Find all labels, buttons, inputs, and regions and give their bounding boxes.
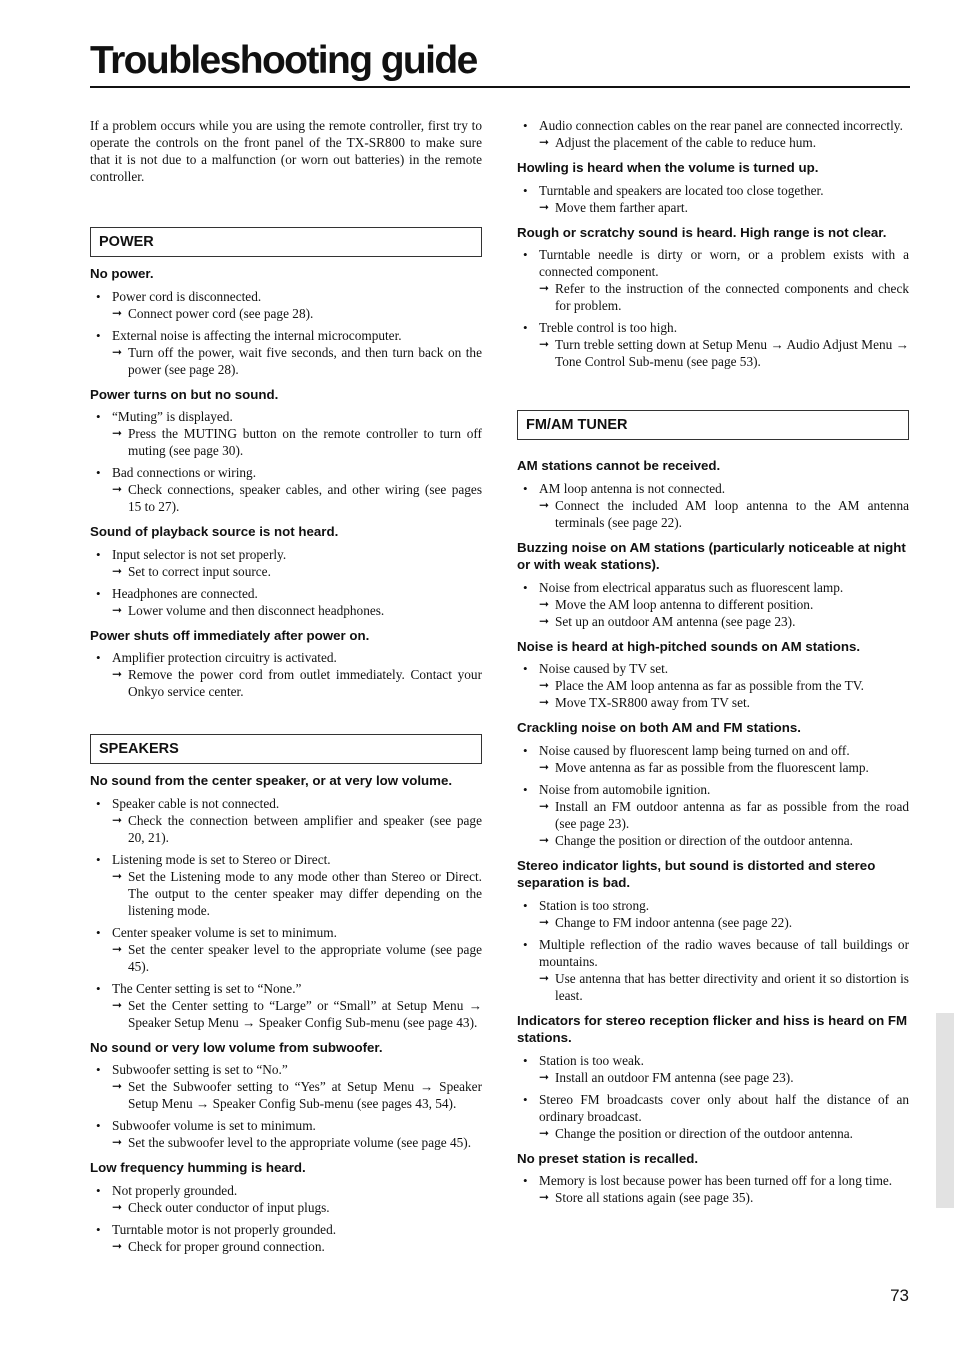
section-speakers bbox=[90, 734, 482, 1255]
problem-heading: Indicators for stereo reception flicker and hiss is heard on FM stations. bbox=[517, 1012, 908, 1045]
arrow-icon: ➞ bbox=[539, 678, 550, 692]
bullet-icon: • bbox=[96, 795, 101, 811]
cause-text: Noise from automobile ignition. bbox=[539, 781, 711, 797]
arrow-icon: ➞ bbox=[539, 832, 550, 847]
remedy bbox=[539, 677, 909, 694]
left-sections bbox=[90, 227, 482, 1255]
remedy bbox=[112, 344, 482, 378]
list-item bbox=[90, 1117, 482, 1151]
remedy-text: Remove the power cord from outlet immediately. Contact your Onkyo service center. bbox=[128, 667, 482, 699]
item-list bbox=[90, 649, 482, 700]
bullet-icon: • bbox=[523, 781, 528, 797]
arrow-icon: ➞ bbox=[112, 602, 123, 617]
page-title: Troubleshooting guide bbox=[90, 36, 910, 88]
arrow-icon: ➞ bbox=[112, 997, 123, 1012]
list-item bbox=[90, 546, 482, 580]
bullet-icon: • bbox=[523, 661, 528, 676]
tuner-section bbox=[517, 410, 909, 1206]
remedy bbox=[112, 997, 482, 1031]
problem-heading: Rough or scratchy sound is heard. High range is not clear. bbox=[517, 224, 887, 240]
cause-text: Not properly grounded. bbox=[112, 1182, 238, 1198]
item-list bbox=[517, 742, 909, 849]
problem-heading: Low frequency humming is heard. bbox=[90, 1160, 306, 1175]
cause-text: Noise from electrical apparatus such as fluorescent lamp. bbox=[539, 579, 844, 595]
arrow-icon: ➞ bbox=[112, 667, 123, 681]
cause-text: Station is too weak. bbox=[539, 1052, 644, 1068]
arrow-icon: ➞ bbox=[539, 1125, 550, 1140]
list-item bbox=[517, 579, 909, 630]
arrow-icon: ➞ bbox=[112, 812, 123, 827]
problem-heading: Howling is heard when the volume is turned up. bbox=[517, 160, 819, 175]
cause-text: Multiple reflection of the radio waves because of tall buildings or mountains. bbox=[539, 936, 909, 969]
remedy-text: Store all stations again (see page 35). bbox=[555, 1190, 754, 1205]
bullet-icon: • bbox=[96, 409, 101, 424]
left-column bbox=[90, 117, 482, 1260]
bullet-icon: • bbox=[523, 1091, 528, 1107]
remedy bbox=[539, 914, 909, 931]
list-item bbox=[517, 1052, 909, 1086]
cause-text: Station is too strong. bbox=[539, 897, 650, 913]
remedy-text: Change the position or direction of the outdoor antenna. bbox=[555, 1125, 853, 1141]
cause-text: Subwoofer setting is set to “No.” bbox=[112, 1062, 288, 1077]
cause-text: Listening mode is set to Stereo or Direct. bbox=[112, 851, 331, 867]
cause-text: Turntable and speakers are located too close together. bbox=[539, 182, 824, 198]
cause-text: Speaker cable is not connected. bbox=[112, 795, 280, 811]
problem-heading: No preset station is recalled. bbox=[517, 1150, 699, 1166]
remedy bbox=[112, 1134, 482, 1151]
list-item bbox=[90, 795, 482, 846]
remedy bbox=[112, 1199, 482, 1216]
remedy-text: Connect power cord (see page 28). bbox=[128, 305, 314, 321]
cause-text: Amplifier protection circuitry is activated. bbox=[112, 650, 337, 665]
remedy-text: Check for proper ground connection. bbox=[128, 1238, 325, 1254]
remedy-text: Connect the included AM loop antenna to the AM antenna terminals (see page 22). bbox=[555, 497, 909, 530]
bullet-icon: • bbox=[523, 1173, 528, 1188]
remedy-text: Refer to the instruction of the connected components and check for problem. bbox=[555, 281, 909, 313]
arrow-icon: ➞ bbox=[112, 1135, 123, 1149]
arrow-icon: ➞ bbox=[112, 1238, 123, 1253]
arrow-icon: ➞ bbox=[539, 337, 550, 351]
cause-text: Turntable motor is not properly grounded. bbox=[112, 1221, 337, 1237]
item-list bbox=[517, 246, 909, 370]
bullet-icon: • bbox=[96, 1062, 101, 1077]
list-item bbox=[90, 1061, 482, 1112]
bullet-icon: • bbox=[523, 247, 528, 262]
remedy-text: Set to correct input source. bbox=[128, 563, 271, 579]
arrow-icon: ➞ bbox=[539, 695, 550, 709]
remedy-text: Press the MUTING button on the remote controller to turn off muting (see page 30). bbox=[128, 426, 482, 458]
cause-text: Noise caused by fluorescent lamp being turned on and off. bbox=[539, 742, 850, 758]
problem-heading: No power. bbox=[90, 266, 154, 281]
cause-text: Treble control is too high. bbox=[539, 320, 678, 335]
remedy bbox=[112, 868, 482, 919]
remedy bbox=[539, 832, 909, 849]
remedy-text: Change the position or direction of the outdoor antenna. bbox=[555, 832, 853, 848]
remedy bbox=[539, 613, 909, 630]
list-item bbox=[517, 1172, 909, 1206]
arrow-icon: ➞ bbox=[539, 798, 550, 813]
remedy-text: Install an outdoor FM antenna (see page 23). bbox=[555, 1069, 794, 1085]
remedy-text: Change to FM indoor antenna (see page 22). bbox=[555, 914, 793, 930]
remedy-text: Set the subwoofer level to the appropriate volume (see page 45). bbox=[128, 1135, 472, 1150]
remedy bbox=[539, 596, 909, 613]
remedy-text: Check outer conductor of input plugs. bbox=[128, 1199, 330, 1215]
arrow-icon: ➞ bbox=[539, 759, 550, 774]
right-continued-content bbox=[517, 117, 909, 370]
cause-text: Turntable needle is dirty or worn, or a problem exists with a connected component. bbox=[539, 247, 909, 279]
remedy-text: Use antenna that has better directivity and orient it so distortion is least. bbox=[555, 970, 909, 1003]
remedy-text: Move antenna as far as possible from the fluorescent lamp. bbox=[555, 759, 869, 775]
bullet-icon: • bbox=[523, 320, 528, 335]
bullet-icon: • bbox=[96, 980, 101, 996]
problem-heading: No sound or very low volume from subwoofer. bbox=[90, 1039, 383, 1055]
arrow-icon: ➞ bbox=[112, 941, 123, 956]
item-list bbox=[517, 117, 909, 151]
remedy bbox=[112, 563, 482, 580]
item-list bbox=[517, 182, 909, 216]
bullet-icon: • bbox=[523, 182, 528, 198]
remedy-text: Move them farther apart. bbox=[555, 199, 688, 215]
cause-text: AM loop antenna is not connected. bbox=[539, 480, 726, 496]
list-item bbox=[90, 851, 482, 919]
bullet-icon: • bbox=[96, 585, 101, 601]
remedy bbox=[112, 666, 482, 700]
remedy bbox=[539, 970, 909, 1004]
bullet-icon: • bbox=[96, 465, 101, 480]
list-item bbox=[517, 897, 909, 931]
list-item bbox=[90, 1221, 482, 1255]
cause-text: Noise caused by TV set. bbox=[539, 661, 669, 676]
cause-text: Input selector is not set properly. bbox=[112, 546, 287, 562]
remedy bbox=[539, 199, 909, 216]
list-item bbox=[517, 319, 909, 370]
remedy-text: Place the AM loop antenna as far as possible from the TV. bbox=[555, 678, 864, 693]
item-list bbox=[90, 288, 482, 378]
arrow-icon: ➞ bbox=[112, 1199, 123, 1214]
list-item bbox=[517, 1091, 909, 1142]
item-list bbox=[90, 1061, 482, 1151]
intro-paragraph: If a problem occurs while you are using the remote controller, first try to operate the controls on the front panel of the TX-SR800 to make sure that it is not due to a malfunction (or worn out batteries) in the remote controller. bbox=[90, 118, 482, 184]
problem-heading: Noise is heard at high-pitched sounds on AM stations. bbox=[517, 638, 861, 654]
bullet-icon: • bbox=[96, 924, 101, 940]
list-item bbox=[90, 1182, 482, 1216]
item-list bbox=[90, 546, 482, 619]
remedy bbox=[539, 497, 909, 531]
list-item bbox=[517, 480, 909, 531]
remedy bbox=[539, 1125, 909, 1142]
problem-heading: Power shuts off immediately after power on. bbox=[90, 627, 370, 643]
remedy-text: Check connections, speaker cables, and other wiring (see pages 15 to 27). bbox=[128, 482, 482, 514]
item-list bbox=[517, 579, 909, 630]
arrow-icon: ➞ bbox=[539, 970, 550, 985]
remedy-text: Move TX-SR800 away from TV set. bbox=[555, 695, 751, 710]
list-item bbox=[90, 585, 482, 619]
cause-text: External noise is affecting the internal microcomputer. bbox=[112, 327, 402, 343]
arrow-icon: ➞ bbox=[539, 199, 550, 214]
problem-heading: Sound of playback source is not heard. bbox=[90, 524, 339, 539]
remedy bbox=[112, 425, 482, 459]
remedy bbox=[112, 481, 482, 515]
list-item bbox=[517, 182, 909, 216]
list-item bbox=[517, 117, 909, 151]
remedy-text: Check the connection between amplifier and speaker (see page 20, 21). bbox=[128, 812, 482, 845]
side-tab-marker bbox=[936, 1013, 954, 1208]
remedy-text: Set the Subwoofer setting to “Yes” at Setup Menu → Speaker Setup Menu → Speaker Config Sub-menu (see pages 43, 54). bbox=[128, 1079, 482, 1111]
section-title: SPEAKERS bbox=[90, 734, 482, 764]
cause-text: “Muting” is displayed. bbox=[112, 409, 233, 424]
arrow-icon: ➞ bbox=[539, 1190, 550, 1204]
bullet-icon: • bbox=[96, 546, 101, 562]
list-item bbox=[90, 408, 482, 459]
bullet-icon: • bbox=[96, 1182, 101, 1198]
list-item bbox=[517, 936, 909, 1004]
remedy bbox=[112, 305, 482, 322]
arrow-icon: ➞ bbox=[539, 914, 550, 929]
item-list bbox=[517, 1052, 909, 1142]
remedy bbox=[539, 134, 909, 151]
cause-text: Audio connection cables on the rear panel are connected incorrectly. bbox=[539, 118, 903, 133]
arrow-icon: ➞ bbox=[539, 281, 550, 295]
page-number: 73 bbox=[890, 1286, 909, 1305]
item-list bbox=[90, 408, 482, 515]
arrow-icon: ➞ bbox=[539, 135, 550, 149]
bullet-icon: • bbox=[523, 480, 528, 496]
bullet-icon: • bbox=[96, 1118, 101, 1133]
cause-text: Stereo FM broadcasts cover only about half the distance of an ordinary broadcast. bbox=[539, 1091, 909, 1124]
cause-text: The Center setting is set to “None.” bbox=[112, 980, 302, 996]
remedy bbox=[112, 941, 482, 975]
remedy-text: Turn treble setting down at Setup Menu → Audio Adjust Menu → Tone Control Sub-menu (see page 53). bbox=[555, 337, 909, 369]
remedy bbox=[112, 812, 482, 846]
bullet-icon: • bbox=[96, 288, 101, 304]
arrow-icon: ➞ bbox=[112, 482, 123, 496]
remedy bbox=[112, 1238, 482, 1255]
arrow-icon: ➞ bbox=[112, 1079, 123, 1093]
remedy bbox=[539, 694, 909, 711]
arrow-icon: ➞ bbox=[112, 868, 123, 883]
arrow-icon: ➞ bbox=[539, 596, 550, 611]
problem-heading: No sound from the center speaker, or at very low volume. bbox=[90, 773, 453, 788]
item-list bbox=[517, 897, 909, 1004]
item-list bbox=[90, 795, 482, 1031]
cause-text: Center speaker volume is set to minimum. bbox=[112, 924, 337, 940]
item-list bbox=[90, 1182, 482, 1255]
section-power bbox=[90, 227, 482, 700]
list-item bbox=[517, 660, 909, 711]
arrow-icon: ➞ bbox=[112, 563, 123, 578]
remedy-text: Lower volume and then disconnect headphones. bbox=[128, 602, 385, 618]
remedy-text: Set up an outdoor AM antenna (see page 23). bbox=[555, 613, 796, 629]
section-title: POWER bbox=[90, 227, 482, 257]
remedy-text: Set the center speaker level to the appropriate volume (see page 45). bbox=[128, 941, 482, 974]
remedy bbox=[539, 336, 909, 370]
list-item bbox=[90, 980, 482, 1031]
cause-text: Subwoofer volume is set to minimum. bbox=[112, 1118, 316, 1133]
section-title: FM/AM TUNER bbox=[517, 410, 909, 440]
bullet-icon: • bbox=[96, 650, 101, 665]
arrow-icon: ➞ bbox=[539, 1069, 550, 1084]
list-item bbox=[517, 742, 909, 776]
remedy bbox=[112, 1078, 482, 1112]
bullet-icon: • bbox=[523, 1052, 528, 1068]
arrow-icon: ➞ bbox=[112, 426, 123, 440]
remedy-text: Turn off the power, wait five seconds, and then turn back on the power (see page 28). bbox=[128, 344, 482, 377]
list-item bbox=[90, 649, 482, 700]
remedy-text: Set the Listening mode to any mode other than Stereo or Direct. The output to the center speaker may differ depending on the listening mode. bbox=[128, 868, 482, 918]
remedy bbox=[112, 602, 482, 619]
problem-heading: Stereo indicator lights, but sound is distorted and stereo separation is bad. bbox=[517, 857, 876, 890]
bullet-icon: • bbox=[523, 579, 528, 595]
cause-text: Headphones are connected. bbox=[112, 585, 258, 601]
list-item bbox=[90, 924, 482, 975]
arrow-icon: ➞ bbox=[112, 344, 123, 359]
right-column bbox=[517, 117, 909, 1211]
list-item bbox=[90, 464, 482, 515]
arrow-icon: ➞ bbox=[539, 497, 550, 512]
list-item bbox=[517, 781, 909, 849]
problem-heading: Crackling noise on both AM and FM stations. bbox=[517, 720, 801, 735]
cause-text: Bad connections or wiring. bbox=[112, 465, 257, 480]
problem-heading: Buzzing noise on AM stations (particularly noticeable at night or with weak stations). bbox=[517, 539, 906, 572]
remedy bbox=[539, 759, 909, 776]
remedy-text: Install an FM outdoor antenna as far as possible from the road (see page 23). bbox=[555, 798, 909, 831]
bullet-icon: • bbox=[523, 936, 528, 952]
remedy bbox=[539, 798, 909, 832]
arrow-icon: ➞ bbox=[112, 305, 123, 320]
list-item bbox=[90, 327, 482, 378]
cause-text: Power cord is disconnected. bbox=[112, 288, 262, 304]
remedy-text: Move the AM loop antenna to different position. bbox=[555, 596, 814, 612]
bullet-icon: • bbox=[96, 851, 101, 867]
arrow-icon: ➞ bbox=[539, 613, 550, 628]
cause-text: Memory is lost because power has been turned off for a long time. bbox=[539, 1173, 893, 1188]
bullet-icon: • bbox=[96, 1221, 101, 1237]
problem-heading: Power turns on but no sound. bbox=[90, 386, 279, 402]
bullet-icon: • bbox=[523, 742, 528, 758]
item-list bbox=[517, 660, 909, 711]
item-list bbox=[517, 480, 909, 531]
remedy-text: Set the Center setting to “Large” or “Small” at Setup Menu → Speaker Setup Menu → Speaker Config Sub-menu (see page 43). bbox=[128, 997, 482, 1030]
remedy bbox=[539, 280, 909, 314]
remedy bbox=[539, 1069, 909, 1086]
remedy bbox=[539, 1189, 909, 1206]
bullet-icon: • bbox=[523, 118, 528, 133]
remedy-text: Adjust the placement of the cable to reduce hum. bbox=[555, 135, 817, 150]
problem-heading: AM stations cannot be received. bbox=[517, 458, 721, 473]
item-list bbox=[517, 1172, 909, 1206]
bullet-icon: • bbox=[523, 897, 528, 913]
list-item bbox=[517, 246, 909, 314]
list-item bbox=[90, 288, 482, 322]
bullet-icon: • bbox=[96, 327, 101, 343]
